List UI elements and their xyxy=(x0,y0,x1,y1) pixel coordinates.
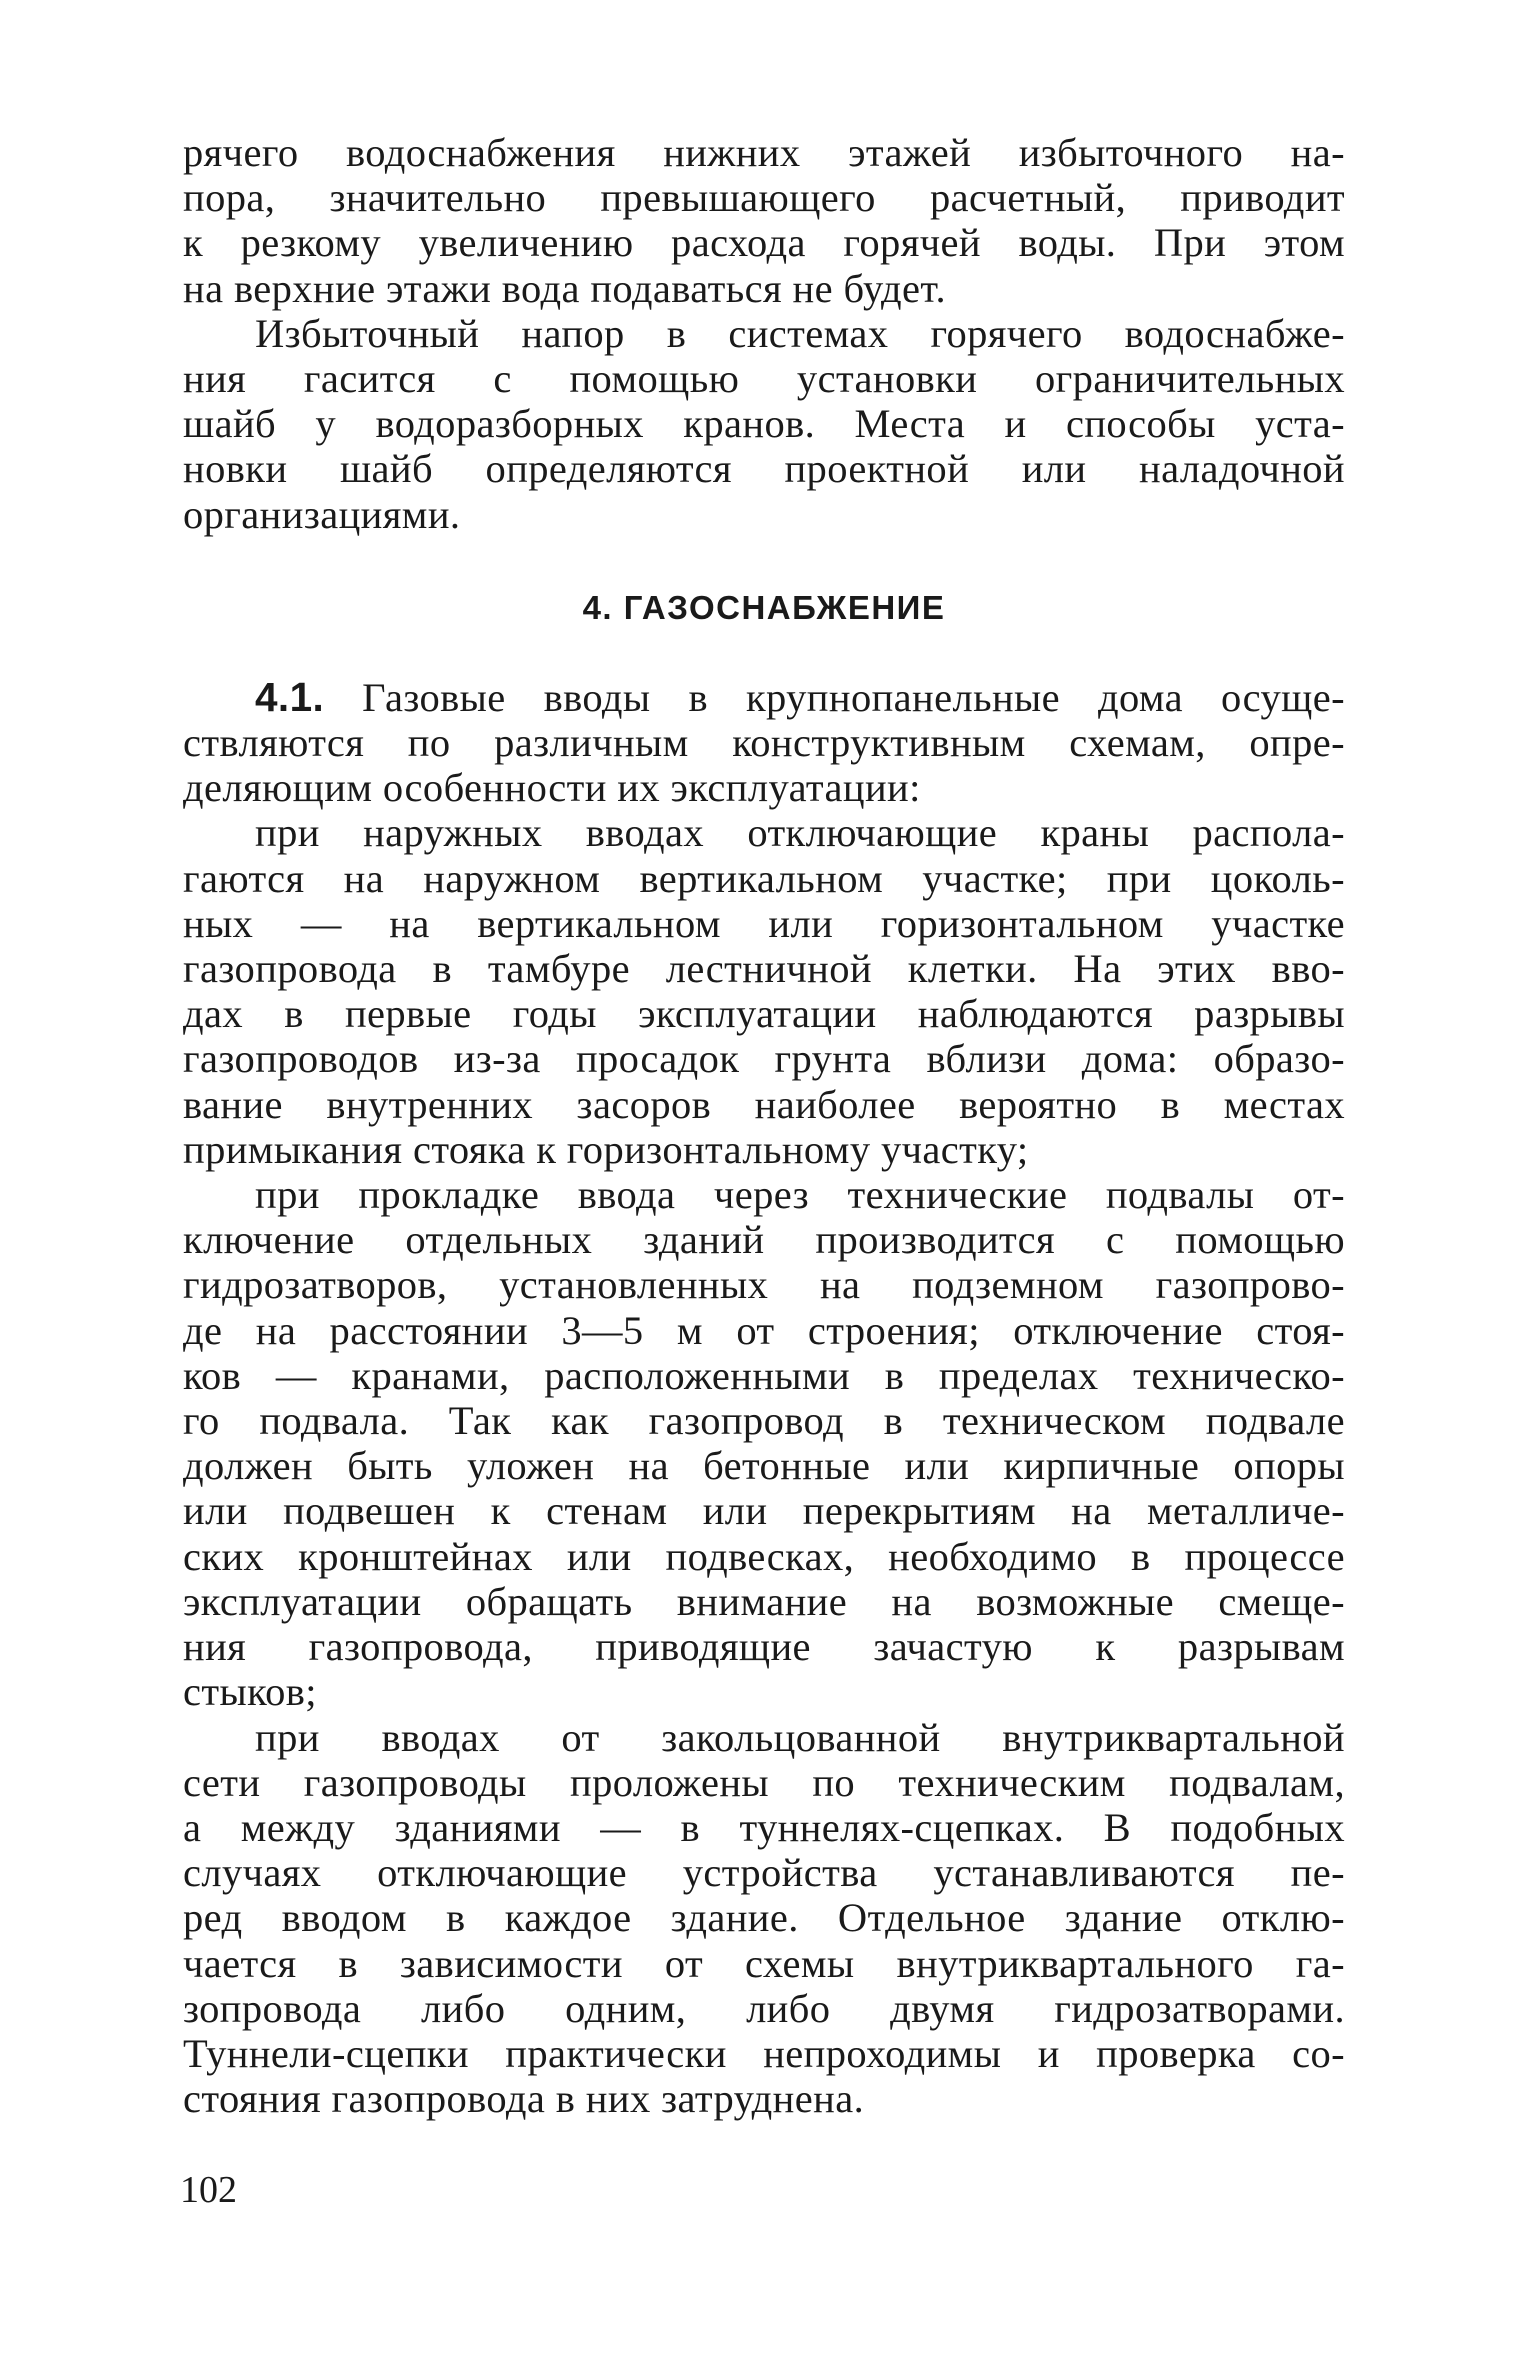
paragraph-6 xyxy=(183,1715,1345,2122)
text-line: организациями. xyxy=(183,491,461,537)
text-line: при вводах от закольцованной внутриквартальной xyxy=(255,1714,1345,1760)
text-line: газопроводов из-за просадок грунта вблизи дома: образо- xyxy=(183,1036,1345,1082)
text-line: должен быть уложен на бетонные или кирпичные опоры xyxy=(183,1443,1345,1489)
text-line: ключение отдельных зданий производится с помощью xyxy=(183,1217,1345,1263)
text-line: стояния газопровода в них затруднена. xyxy=(183,2076,865,2122)
paragraph-1 xyxy=(183,130,1345,311)
text-line: а между зданиями — в туннелях-сцепках. В подобных xyxy=(183,1804,1345,1850)
text-line xyxy=(183,675,1345,720)
text-line: деляющим особенности их эксплуатации: xyxy=(183,765,921,811)
text-line: пора, значительно превышающего расчетный, приводит xyxy=(183,175,1345,221)
text-line: чается в зависимости от схемы внутриквартального га- xyxy=(183,1940,1345,1986)
text-line: новки шайб определяются проектной или наладочной xyxy=(183,446,1345,492)
text-line: ния газопровода, приводящие зачастую к разрывам xyxy=(183,1624,1345,1670)
text-line: стыков; xyxy=(183,1669,317,1715)
text-line: газопровода в тамбуре лестничной клетки. На этих вво- xyxy=(183,946,1345,992)
text-line: при наружных вводах отключающие краны распола- xyxy=(255,810,1345,856)
text-line: ния гасится с помощью установки ограничительных xyxy=(183,356,1345,402)
text-line: рячего водоснабжения нижних этажей избыточного на- xyxy=(183,130,1345,175)
text-line: ствляются по различным конструктивным схемам, опре- xyxy=(183,720,1345,766)
text-line: случаях отключающие устройства устанавливаются пе- xyxy=(183,1850,1345,1896)
paragraph-4 xyxy=(183,810,1345,1172)
text-line: ских кронштейнах или подвесках, необходимо в процессе xyxy=(183,1533,1345,1579)
text-line: ков — кранами, расположенными в пределах техническо- xyxy=(183,1352,1345,1398)
paragraph-2 xyxy=(183,311,1345,537)
page-body xyxy=(183,130,1345,2121)
text-line: зопровода либо одним, либо двумя гидрозатворами. xyxy=(183,1985,1345,2031)
paragraph-3 xyxy=(183,675,1345,811)
text-line: дах в первые годы эксплуатации наблюдаются разрывы xyxy=(183,991,1345,1037)
text-line: шайб у водоразборных кранов. Места и способы уста- xyxy=(183,401,1345,447)
text-line: ных — на вертикальном или горизонтальном участке xyxy=(183,900,1345,946)
text-line: на верхние этажи вода подаваться не будет. xyxy=(183,265,947,311)
text-line: гидрозатворов, установленных на подземном газопрово- xyxy=(183,1262,1345,1308)
paragraph-5 xyxy=(183,1172,1345,1714)
text-line: сети газопроводы проложены по техническим подвалам, xyxy=(183,1759,1345,1805)
text-line: примыкания стояка к горизонтальному участку; xyxy=(183,1126,1029,1172)
text-line: Туннели-сцепки практически непроходимы и проверка со- xyxy=(183,2030,1345,2076)
text-line: го подвала. Так как газопровод в техническом подвале xyxy=(183,1398,1345,1444)
text-line: Избыточный напор в системах горячего водоснабже- xyxy=(255,310,1345,356)
text-line: гаются на наружном вертикальном участке; при цоколь- xyxy=(183,855,1345,901)
text-line: или подвешен к стенам или перекрытиям на металличе- xyxy=(183,1488,1345,1534)
text-line: эксплуатации обращать внимание на возможные смеще- xyxy=(183,1578,1345,1624)
text-line: при прокладке ввода через технические подвалы от- xyxy=(255,1172,1345,1218)
clause-number: 4.1. xyxy=(255,673,325,720)
text-line: ред вводом в каждое здание. Отдельное здание отклю- xyxy=(183,1895,1345,1941)
page-number: 102 xyxy=(180,2169,237,2211)
text-line: де на расстоянии 3—5 м от строения; отключение стоя- xyxy=(183,1307,1345,1353)
text-line: вание внутренних засоров наиболее вероятно в местах xyxy=(183,1081,1345,1127)
text-line: к резкому увеличению расхода горячей воды. При этом xyxy=(183,220,1345,266)
text-fragment: Газовые вводы в крупнопанельные дома осуще- xyxy=(362,674,1345,720)
section-heading: 4. ГАЗОСНАБЖЕНИЕ xyxy=(582,588,946,626)
